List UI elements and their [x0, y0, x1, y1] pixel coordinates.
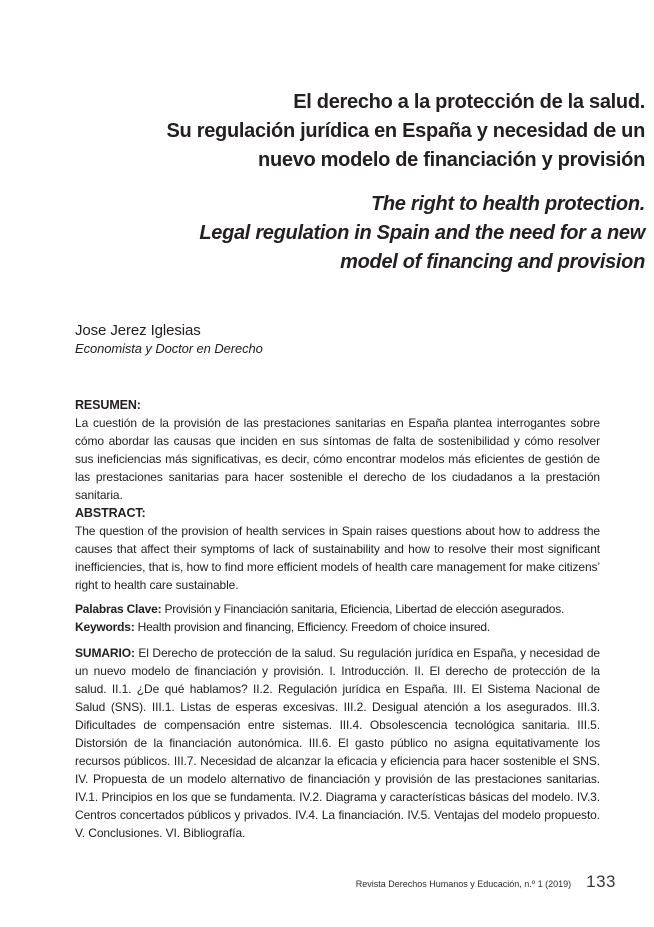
palabras-clave-line — [75, 600, 600, 618]
sumario-label: SUMARIO: — [75, 646, 135, 660]
abstract-body: The question of the provision of health services in Spain raises questions about how to address the causes that affect their symptoms of lack of sustainability and how to resolve their most significant inefficiencies, that is, how to find more efficient models of health care management for make citizens’ right to health care sustainable. — [75, 524, 600, 592]
resumen-heading: RESUMEN: — [75, 398, 141, 412]
article-title-spanish — [75, 88, 645, 175]
page-content — [75, 88, 645, 842]
keywords-line — [75, 618, 600, 636]
sumario-paragraph — [75, 644, 600, 842]
keywords-label: Keywords: — [75, 620, 135, 634]
page-number: 133 — [586, 872, 616, 891]
article-title-english-line-1: The right to health protection. — [370, 193, 645, 215]
article-title-spanish-line-3: nuevo modelo de financiación y provisión — [258, 149, 645, 171]
sumario-text: El Derecho de protección de la salud. Su regulación jurídica en España, y necesidad de un nuevo modelo de financiación y provisión. I. Introducción. II. El derecho de protección de la salud. II.1. ¿De qué hablamos? II.2. Regulación jurídica en España. III. El Sistema Nacional de Salud (SNS). III.1. Listas de esperas excesivas. III.2. Desigual atención a los asegurados. III.3. Dificultades de compensación entre sistemas. III.4. Obsolescencia tecnológica sanitaria. III.5. Distorsión de la financiación autonómica. III.6. El gasto público no asigna equitativamente los recursos públicos. III.7. Necesidad de alcanzar la eficacia y eficiencia para hacer sostenible el SNS. IV. Propuesta de un modelo alternativo de financiación y provisión de las prestaciones sanitarias. IV.1. Principios en los que se fundamenta. IV.2. Diagrama y características básicas del modelo. IV.3. Centros concertados públicos y privados. IV.4. La financiación. IV.5. Ventajas del modelo propuesto. V. Conclusiones. VI. Bibliografía. — [75, 646, 600, 840]
article-title-spanish-line-2: Su regulación jurídica en España y necesidad de un — [166, 120, 645, 142]
article-title-english-line-3: model of financing and provision — [340, 251, 645, 273]
article-title-english-line-2: Legal regulation in Spain and the need for a new — [199, 222, 645, 244]
keywords-text: Health provision and financing, Efficiency. Freedom of choice insured. — [137, 620, 490, 634]
abstract-section — [75, 504, 600, 594]
resumen-body: La cuestión de la provisión de las prestaciones sanitarias en España plantea interrogantes sobre cómo abordar las causas que inciden en sus síntomas de falta de sostenibilidad y cómo resolver sus ineficiencias más significativas, es decir, cómo encontrar modelos más eficientes de gestión de las prestaciones sanitarias para hacer sostenible el derecho de los ciudadanos a la prestación sanitaria. — [75, 416, 600, 502]
spacer — [75, 636, 600, 644]
abstract-heading: ABSTRACT: — [75, 506, 146, 520]
author-affiliation: Economista y Doctor en Derecho — [75, 341, 263, 356]
palabras-clave-text: Provisión y Financiación sanitaria, Eficiencia, Libertad de elección asegurados. — [164, 602, 565, 616]
author-block — [75, 321, 600, 357]
keywords-block — [75, 600, 600, 636]
journal-citation: Revista Derechos Humanos y Educación, n.º 1 (2019) — [355, 879, 572, 889]
resumen-section — [75, 396, 600, 504]
article-title-english — [75, 190, 645, 277]
page-footer — [356, 872, 616, 892]
article-title-spanish-line-1: El derecho a la protección de la salud. — [293, 91, 645, 113]
palabras-clave-label: Palabras Clave: — [75, 602, 162, 616]
author-name: Jose Jerez Iglesias — [75, 322, 201, 339]
